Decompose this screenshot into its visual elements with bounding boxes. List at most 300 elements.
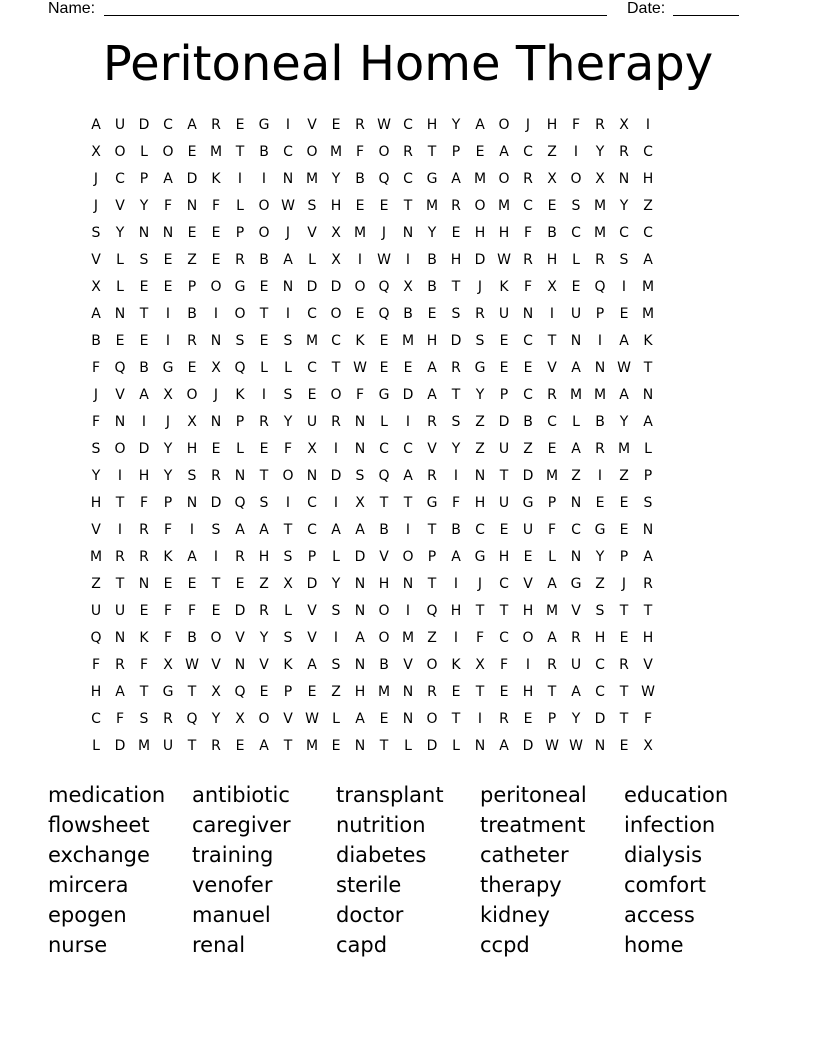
- grid-letter: P: [235, 414, 245, 430]
- grid-letter: N: [402, 711, 414, 727]
- grid-letter: B: [523, 414, 533, 430]
- grid-letter: E: [379, 333, 389, 349]
- grid-letter: U: [162, 738, 174, 754]
- grid-letter: Y: [571, 711, 581, 727]
- grid-row: [84, 544, 732, 571]
- grid-letter: J: [165, 414, 171, 430]
- grid-letter: R: [547, 657, 557, 673]
- grid-letter: X: [163, 387, 173, 403]
- grid-letter: J: [477, 576, 483, 592]
- grid-letter: O: [210, 279, 222, 295]
- grid-letter: C: [547, 414, 557, 430]
- grid-letter: F: [547, 522, 557, 538]
- grid-letter: A: [427, 360, 437, 376]
- grid-letter: R: [187, 333, 197, 349]
- grid-letter: E: [619, 630, 629, 646]
- grid-letter: P: [427, 549, 437, 565]
- grid-letter: R: [427, 468, 437, 484]
- grid-letter: R: [211, 468, 221, 484]
- grid-letter: C: [571, 225, 581, 241]
- grid-letter: S: [211, 522, 221, 538]
- grid-letter: E: [523, 711, 533, 727]
- grid-letter: I: [165, 306, 171, 322]
- grid-letter: L: [308, 252, 316, 268]
- grid-letter: X: [547, 279, 557, 295]
- grid-letter: I: [237, 171, 243, 187]
- grid-letter: R: [619, 657, 629, 673]
- grid-letter: G: [234, 279, 246, 295]
- grid-letter: N: [234, 468, 246, 484]
- grid-letter: C: [91, 711, 101, 727]
- grid-letter: R: [451, 360, 461, 376]
- grid-letter: M: [89, 549, 103, 565]
- grid-letter: L: [572, 252, 580, 268]
- grid-letter: Y: [619, 198, 629, 214]
- grid-letter: X: [595, 171, 605, 187]
- grid-letter: B: [355, 171, 365, 187]
- grid-letter: B: [427, 279, 437, 295]
- grid-letter: J: [477, 279, 483, 295]
- grid-letter: S: [283, 333, 293, 349]
- grid-letter: M: [401, 630, 415, 646]
- grid-letter: A: [571, 684, 581, 700]
- grid-row: [84, 139, 732, 166]
- grid-row: [84, 679, 732, 706]
- grid-letter: W: [281, 198, 295, 214]
- grid-letter: O: [330, 387, 342, 403]
- grid-letter: M: [305, 738, 319, 754]
- grid-letter: E: [547, 441, 557, 457]
- grid-letter: A: [139, 387, 149, 403]
- grid-letter: A: [235, 522, 245, 538]
- grid-letter: E: [163, 279, 173, 295]
- grid-letter: H: [186, 441, 198, 457]
- grid-letter: Q: [114, 360, 126, 376]
- grid-letter: H: [522, 603, 534, 619]
- grid-letter: R: [451, 198, 461, 214]
- grid-letter: U: [498, 441, 510, 457]
- grid-letter: O: [282, 468, 294, 484]
- grid-letter: F: [139, 495, 149, 511]
- grid-letter: C: [475, 522, 485, 538]
- grid-letter: N: [522, 306, 534, 322]
- grid-letter: G: [162, 684, 174, 700]
- grid-letter: C: [595, 657, 605, 673]
- grid-letter: N: [354, 441, 366, 457]
- grid-letter: I: [525, 657, 531, 673]
- grid-letter: I: [357, 252, 363, 268]
- grid-letter: E: [331, 738, 341, 754]
- grid-letter: P: [451, 144, 461, 160]
- grid-letter: D: [138, 441, 150, 457]
- grid-row: [84, 193, 732, 220]
- grid-letter: N: [138, 576, 150, 592]
- grid-letter: H: [354, 684, 366, 700]
- grid-letter: V: [307, 117, 317, 133]
- word-list-item: dialysis: [624, 843, 703, 867]
- grid-letter: A: [643, 252, 653, 268]
- word-list-item: manuel: [192, 903, 271, 927]
- grid-letter: M: [569, 387, 583, 403]
- grid-letter: M: [377, 684, 391, 700]
- grid-letter: K: [139, 630, 149, 646]
- grid-letter: L: [140, 144, 148, 160]
- grid-letter: E: [187, 144, 197, 160]
- grid-letter: Y: [595, 144, 605, 160]
- grid-letter: V: [427, 441, 437, 457]
- grid-letter: W: [353, 360, 367, 376]
- grid-letter: J: [621, 576, 627, 592]
- grid-letter: E: [595, 495, 605, 511]
- grid-letter: T: [499, 603, 509, 619]
- grid-letter: V: [571, 603, 581, 619]
- grid-letter: Q: [234, 495, 246, 511]
- grid-letter: F: [91, 657, 101, 673]
- grid-letter: R: [235, 549, 245, 565]
- grid-letter: D: [186, 171, 198, 187]
- grid-letter: T: [115, 576, 125, 592]
- grid-letter: X: [307, 441, 317, 457]
- grid-letter: K: [163, 549, 173, 565]
- word-list-item: diabetes: [336, 843, 427, 867]
- grid-letter: S: [451, 306, 461, 322]
- grid-letter: N: [138, 225, 150, 241]
- grid-letter: A: [451, 549, 461, 565]
- grid-letter: F: [139, 657, 149, 673]
- grid-letter: T: [451, 279, 461, 295]
- grid-letter: U: [498, 306, 510, 322]
- grid-letter: J: [93, 387, 99, 403]
- grid-letter: H: [258, 549, 270, 565]
- grid-letter: Z: [187, 252, 197, 268]
- grid-letter: E: [187, 225, 197, 241]
- date-blank-line: [673, 15, 739, 16]
- grid-letter: O: [474, 198, 486, 214]
- grid-letter: E: [163, 252, 173, 268]
- grid-letter: Y: [619, 414, 629, 430]
- grid-letter: B: [187, 630, 197, 646]
- grid-letter: I: [573, 144, 579, 160]
- grid-letter: C: [595, 684, 605, 700]
- grid-letter: N: [618, 171, 630, 187]
- grid-letter: I: [189, 522, 195, 538]
- grid-letter: A: [283, 252, 293, 268]
- grid-letter: C: [283, 144, 293, 160]
- grid-letter: T: [235, 144, 245, 160]
- grid-letter: L: [116, 279, 124, 295]
- grid-letter: S: [259, 495, 269, 511]
- grid-letter: P: [547, 711, 557, 727]
- word-list: [48, 780, 768, 960]
- grid-row: [84, 571, 732, 598]
- word-list-item: infection: [624, 813, 716, 837]
- grid-letter: X: [187, 414, 197, 430]
- grid-letter: R: [523, 252, 533, 268]
- grid-letter: Y: [115, 225, 125, 241]
- grid-letter: Z: [259, 576, 269, 592]
- grid-letter: H: [498, 225, 510, 241]
- grid-letter: Y: [163, 441, 173, 457]
- grid-letter: P: [547, 495, 557, 511]
- grid-letter: Z: [91, 576, 101, 592]
- word-list-item: epogen: [48, 903, 127, 927]
- grid-letter: F: [523, 225, 533, 241]
- grid-letter: O: [258, 198, 270, 214]
- grid-letter: T: [619, 603, 629, 619]
- grid-letter: I: [405, 414, 411, 430]
- grid-letter: O: [402, 549, 414, 565]
- grid-letter: O: [114, 441, 126, 457]
- grid-letter: I: [597, 333, 603, 349]
- grid-letter: I: [477, 711, 483, 727]
- word-list-item: caregiver: [192, 813, 291, 837]
- grid-letter: R: [259, 603, 269, 619]
- word-list-item: peritoneal: [480, 783, 587, 807]
- grid-letter: A: [163, 171, 173, 187]
- grid-letter: M: [545, 468, 559, 484]
- grid-letter: W: [377, 117, 391, 133]
- grid-letter: Z: [619, 468, 629, 484]
- grid-letter: V: [91, 522, 101, 538]
- grid-letter: S: [355, 468, 365, 484]
- grid-letter: E: [187, 360, 197, 376]
- grid-letter: A: [355, 711, 365, 727]
- grid-letter: Q: [90, 630, 102, 646]
- grid-letter: Y: [211, 711, 221, 727]
- grid-letter: U: [114, 117, 126, 133]
- grid-letter: M: [353, 225, 367, 241]
- word-list-item: transplant: [336, 783, 444, 807]
- grid-letter: R: [235, 252, 245, 268]
- grid-letter: Q: [378, 306, 390, 322]
- grid-row: [84, 733, 732, 760]
- grid-letter: M: [305, 171, 319, 187]
- grid-letter: N: [186, 495, 198, 511]
- grid-letter: X: [91, 144, 101, 160]
- grid-letter: R: [163, 711, 173, 727]
- grid-letter: H: [426, 333, 438, 349]
- grid-letter: F: [211, 198, 221, 214]
- grid-letter: O: [354, 279, 366, 295]
- grid-letter: M: [545, 603, 559, 619]
- grid-letter: T: [403, 495, 413, 511]
- grid-letter: A: [619, 387, 629, 403]
- grid-letter: E: [379, 360, 389, 376]
- grid-letter: A: [643, 414, 653, 430]
- grid-letter: T: [211, 576, 221, 592]
- grid-letter: O: [498, 117, 510, 133]
- grid-letter: E: [139, 603, 149, 619]
- grid-letter: E: [235, 738, 245, 754]
- grid-letter: N: [114, 414, 126, 430]
- grid-letter: A: [259, 738, 269, 754]
- grid-letter: X: [355, 495, 365, 511]
- grid-letter: R: [571, 630, 581, 646]
- grid-letter: T: [115, 495, 125, 511]
- grid-letter: N: [114, 630, 126, 646]
- grid-letter: V: [307, 603, 317, 619]
- grid-letter: Y: [451, 441, 461, 457]
- grid-letter: D: [354, 549, 366, 565]
- word-list-item: exchange: [48, 843, 150, 867]
- word-list-item: treatment: [480, 813, 586, 837]
- grid-letter: W: [497, 252, 511, 268]
- grid-letter: R: [355, 117, 365, 133]
- grid-letter: M: [305, 333, 319, 349]
- name-blank-line: [104, 15, 607, 16]
- grid-row: [84, 463, 732, 490]
- grid-letter: C: [403, 171, 413, 187]
- grid-letter: F: [187, 603, 197, 619]
- grid-letter: A: [619, 333, 629, 349]
- grid-letter: L: [284, 360, 292, 376]
- grid-row: [84, 382, 732, 409]
- grid-letter: V: [307, 630, 317, 646]
- grid-letter: Y: [139, 198, 149, 214]
- grid-letter: H: [546, 117, 558, 133]
- grid-letter: U: [306, 414, 318, 430]
- grid-letter: H: [90, 684, 102, 700]
- grid-letter: A: [307, 657, 317, 673]
- grid-letter: Y: [427, 225, 437, 241]
- grid-letter: G: [474, 360, 486, 376]
- grid-letter: I: [405, 603, 411, 619]
- grid-letter: S: [283, 549, 293, 565]
- grid-letter: O: [378, 630, 390, 646]
- grid-letter: P: [499, 387, 509, 403]
- grid-letter: L: [236, 441, 244, 457]
- grid-letter: D: [402, 387, 414, 403]
- grid-letter: U: [90, 603, 102, 619]
- grid-letter: B: [379, 522, 389, 538]
- letter-grid: [84, 112, 732, 760]
- grid-letter: P: [307, 549, 317, 565]
- grid-letter: F: [91, 360, 101, 376]
- grid-letter: Z: [547, 144, 557, 160]
- grid-letter: C: [331, 333, 341, 349]
- grid-letter: P: [595, 306, 605, 322]
- grid-letter: G: [426, 171, 438, 187]
- grid-letter: D: [594, 711, 606, 727]
- grid-letter: C: [499, 630, 509, 646]
- grid-letter: J: [93, 171, 99, 187]
- grid-letter: I: [213, 549, 219, 565]
- grid-letter: F: [355, 144, 365, 160]
- grid-letter: E: [187, 576, 197, 592]
- grid-row: [84, 355, 732, 382]
- grid-letter: A: [547, 630, 557, 646]
- grid-letter: D: [138, 117, 150, 133]
- grid-letter: R: [211, 738, 221, 754]
- grid-letter: P: [163, 495, 173, 511]
- grid-letter: X: [211, 360, 221, 376]
- grid-letter: T: [499, 468, 509, 484]
- grid-letter: N: [114, 306, 126, 322]
- grid-letter: A: [499, 144, 509, 160]
- grid-letter: N: [354, 657, 366, 673]
- grid-letter: W: [641, 684, 655, 700]
- grid-letter: T: [403, 198, 413, 214]
- grid-letter: H: [546, 252, 558, 268]
- grid-letter: G: [258, 117, 270, 133]
- grid-letter: C: [523, 387, 533, 403]
- grid-letter: S: [91, 225, 101, 241]
- grid-letter: H: [330, 198, 342, 214]
- grid-letter: C: [523, 144, 533, 160]
- grid-letter: J: [93, 198, 99, 214]
- grid-letter: S: [619, 252, 629, 268]
- grid-letter: A: [91, 117, 101, 133]
- grid-letter: A: [403, 468, 413, 484]
- word-list-item: flowsheet: [48, 813, 150, 837]
- grid-letter: M: [593, 225, 607, 241]
- word-list-item: education: [624, 783, 729, 807]
- grid-letter: V: [547, 360, 557, 376]
- grid-letter: R: [547, 387, 557, 403]
- grid-letter: M: [617, 441, 631, 457]
- grid-letter: K: [355, 333, 365, 349]
- grid-letter: L: [284, 603, 292, 619]
- grid-letter: R: [211, 117, 221, 133]
- grid-letter: L: [236, 198, 244, 214]
- grid-letter: R: [259, 414, 269, 430]
- grid-letter: Z: [331, 684, 341, 700]
- grid-letter: I: [333, 441, 339, 457]
- grid-letter: A: [547, 576, 557, 592]
- grid-letter: O: [498, 171, 510, 187]
- grid-letter: M: [209, 144, 223, 160]
- word-list-item: medication: [48, 783, 166, 807]
- grid-letter: I: [117, 522, 123, 538]
- grid-letter: T: [427, 576, 437, 592]
- grid-letter: X: [547, 171, 557, 187]
- grid-row: [84, 112, 732, 139]
- grid-letter: O: [210, 630, 222, 646]
- grid-letter: T: [451, 711, 461, 727]
- grid-letter: M: [641, 279, 655, 295]
- grid-letter: F: [643, 711, 653, 727]
- word-list-item: training: [192, 843, 274, 867]
- grid-letter: E: [379, 198, 389, 214]
- grid-letter: O: [378, 144, 390, 160]
- grid-letter: R: [139, 522, 149, 538]
- grid-letter: H: [498, 549, 510, 565]
- grid-letter: O: [426, 711, 438, 727]
- grid-letter: I: [165, 333, 171, 349]
- grid-letter: C: [307, 306, 317, 322]
- grid-letter: Z: [475, 441, 485, 457]
- grid-letter: U: [114, 603, 126, 619]
- grid-letter: P: [187, 279, 197, 295]
- grid-letter: I: [621, 279, 627, 295]
- grid-letter: T: [427, 144, 437, 160]
- grid-letter: B: [595, 414, 605, 430]
- grid-letter: E: [547, 198, 557, 214]
- grid-letter: U: [522, 522, 534, 538]
- grid-letter: B: [187, 306, 197, 322]
- grid-letter: K: [235, 387, 245, 403]
- grid-letter: F: [523, 279, 533, 295]
- grid-letter: A: [571, 360, 581, 376]
- grid-letter: O: [114, 144, 126, 160]
- grid-letter: R: [475, 306, 485, 322]
- grid-letter: Y: [163, 468, 173, 484]
- grid-letter: A: [187, 117, 197, 133]
- grid-letter: S: [235, 333, 245, 349]
- grid-letter: F: [163, 522, 173, 538]
- grid-letter: W: [305, 711, 319, 727]
- grid-letter: N: [570, 333, 582, 349]
